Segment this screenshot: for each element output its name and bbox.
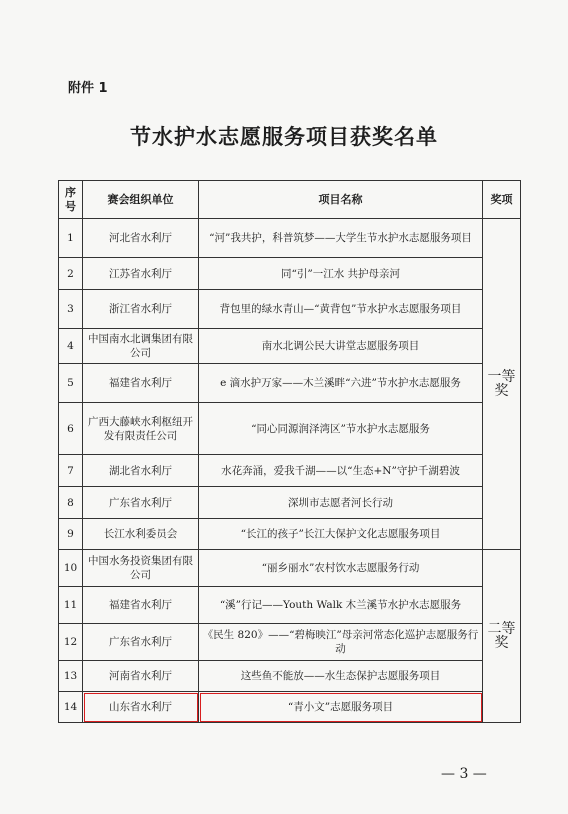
row-no: 3: [59, 290, 83, 329]
row-no: 12: [59, 624, 83, 661]
table-row: [59, 587, 521, 624]
row-project: “长江的孩子”长江大保护文化志愿服务项目: [199, 519, 483, 550]
row-no: 5: [59, 364, 83, 403]
row-project: “同心同源润泽湾区”节水护水志愿服务: [199, 403, 483, 455]
page-number: — 3 —: [441, 766, 487, 782]
row-org: 福建省水利厅: [83, 364, 199, 403]
row-project: 深圳市志愿者河长行动: [199, 487, 483, 519]
row-org: 湖北省水利厅: [83, 455, 199, 487]
row-org: 广东省水利厅: [83, 487, 199, 519]
page-title: 节水护水志愿服务项目获奖名单: [130, 124, 438, 149]
table-row: [59, 403, 521, 455]
table-row: [59, 487, 521, 519]
table-row: [59, 219, 521, 258]
row-no: 4: [59, 329, 83, 364]
table-row: [59, 550, 521, 587]
table-header-row: [59, 181, 521, 219]
row-org: 河北省水利厅: [83, 219, 199, 258]
row-org: 中国水务投资集团有限公司: [83, 550, 199, 587]
row-org: 中国南水北调集团有限公司: [83, 329, 199, 364]
row-no: 10: [59, 550, 83, 587]
row-org: 江苏省水利厅: [83, 258, 199, 290]
row-no: 2: [59, 258, 83, 290]
row-org: 长江水利委员会: [83, 519, 199, 550]
header-award: 奖项: [483, 181, 521, 219]
award-second: 二等奖: [483, 550, 521, 723]
row-project: 水花奔涌，爱我千湖——以“生态+N”守护千湖碧波: [199, 455, 483, 487]
row-project: “丽乡丽水”农村饮水志愿服务行动: [199, 550, 483, 587]
header-project: 项目名称: [199, 181, 483, 219]
row-org: 山东省水利厅: [83, 692, 199, 723]
header-no: 序号: [59, 181, 83, 219]
row-project: “青小文”志愿服务项目: [199, 692, 483, 723]
attachment-label: 附件 1: [68, 81, 108, 96]
row-no: 6: [59, 403, 83, 455]
table-row: [59, 329, 521, 364]
row-project: “河”我共护，科普筑梦——大学生节水护水志愿服务项目: [199, 219, 483, 258]
table-row: [59, 364, 521, 403]
award-table: [58, 180, 521, 723]
row-project: 背包里的绿水青山—“黄背包”节水护水志愿服务项目: [199, 290, 483, 329]
row-project: 《民生 820》——“碧梅映江”母亲河常态化巡护志愿服务行动: [199, 624, 483, 661]
header-org: 赛会组织单位: [83, 181, 199, 219]
row-no: 7: [59, 455, 83, 487]
table-row-highlighted: [59, 692, 521, 723]
row-project: 这些鱼不能放——水生态保护志愿服务项目: [199, 661, 483, 692]
table-row: [59, 519, 521, 550]
row-no: 9: [59, 519, 83, 550]
table-row: [59, 624, 521, 661]
table-row: [59, 258, 521, 290]
row-org: 河南省水利厅: [83, 661, 199, 692]
award-first: 一等奖: [483, 219, 521, 550]
table-row: [59, 290, 521, 329]
row-org: 广西大藤峡水利枢纽开发有限责任公司: [83, 403, 199, 455]
row-no: 8: [59, 487, 83, 519]
row-project: “溪”行记——Youth Walk 木兰溪节水护水志愿服务: [199, 587, 483, 624]
row-project: 同“引”一江水 共护母亲河: [199, 258, 483, 290]
row-org: 广东省水利厅: [83, 624, 199, 661]
row-no: 14: [59, 692, 83, 723]
row-no: 11: [59, 587, 83, 624]
row-no: 13: [59, 661, 83, 692]
row-project: 南水北调公民大讲堂志愿服务项目: [199, 329, 483, 364]
table-row: [59, 455, 521, 487]
table-row: [59, 661, 521, 692]
row-org: 浙江省水利厅: [83, 290, 199, 329]
row-project: e 滴水护万家——木兰溪畔“六进”节水护水志愿服务: [199, 364, 483, 403]
row-org: 福建省水利厅: [83, 587, 199, 624]
row-no: 1: [59, 219, 83, 258]
